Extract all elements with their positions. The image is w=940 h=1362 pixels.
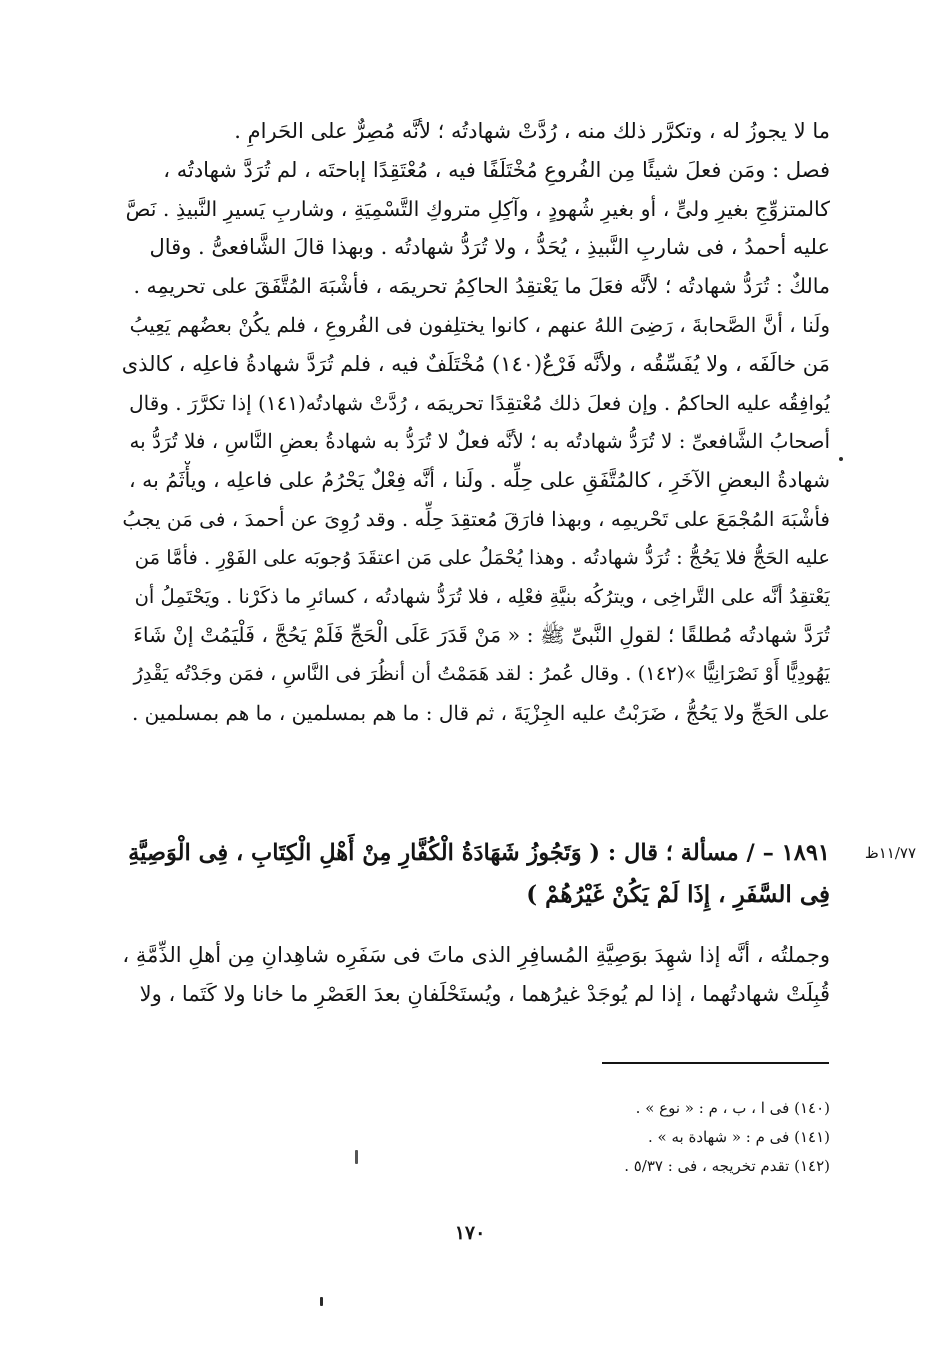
scan-speck (320, 1297, 323, 1306)
second-paragraph (118, 936, 830, 1014)
margin-reference: ١١/٧٧ظ (864, 844, 916, 862)
text-line: شهادةُ البعضِ الآخَرِ ، كالمُتَّفَقِ على حِلِّه . ولَنا ، أنَّه فِعْلٌ يَحْرُمُ على فاعلِه ، ويأْثَمُ به ، (128, 468, 830, 493)
text-line: عليه أحمدُ ، فى شاربِ النَّبيذِ ، يُحَدُّ ، ولا تُرَدُّ شهادتُه . وبهذا قالَ الشَّافعىُّ . وقال (149, 235, 830, 260)
footnote-divider (602, 1062, 829, 1064)
text-line: مالكٌ : تُرَدُّ شهادتُه ؛ لأنَّه فعَلَ ما يَعْتقِدُ الحاكِمُ تحريمَه ، فأشْبَهَ المُتَّفَقَ على تحريمِه . (133, 274, 830, 299)
text-line: قُبِلَتْ شهادتُهما ، إذا لم يُوجَدْ غيرُهما ، ويُستَحْلَفانِ بعدَ العَصْرِ ما خانا ولا كَتَما ، ولا (139, 981, 830, 1006)
text-line: مَن خالَفَه ، ولا يُفَسِّقُه ، ولأنَّه فَرْعٌ(١٤٠) مُخْتَلَفٌ فيه ، فلم تُرَدَّ شهادةُ فاعلِه ، كالذى (121, 351, 830, 376)
footnote: (١٤٢) تقدم تخريجه ، فى : ٥/٣٧ . (624, 1157, 830, 1175)
text-line: تُرَدَّ شهادتُه مُطلقًا ؛ لقولِ النَّبىِّ ﷺ : « مَنْ قَدَرَ عَلَى الْحَجِّ فَلَمْ يَحُجَّ ، فَلْيَمُتْ إنْ شَاءَ (133, 623, 830, 648)
heading-line: فِى السَّفَرِ ، إِذَا لَمْ يَكُنْ غَيْرُهُمْ ) (526, 881, 830, 908)
heading-line: ١٨٩١ – / مسألة ؛ قال : ( وَتَجُوزُ شَهَادَةُ الْكُفَّارِ مِنْ أَهْلِ الْكِتَابِ ، فِى الْوَصِيَّةِ (128, 840, 830, 866)
text-line: فصل : ومَن فعلَ شيئًا مِن الفُروعِ مُخْتَلَفًا فيه ، مُعْتَقِدًا إباحتَه ، لم تُرَدَّ شهادتُه ، (163, 157, 830, 182)
text-line: فأشْبَهَ المُجْمَعَ على تَحْريمِه ، وبهذا فارَقَ مُعتقِدَ حِلِّه . وقد رُوِىَ عن أحمدَ ، فى مَن يجبُ (122, 506, 830, 531)
scan-speck (839, 457, 843, 461)
text-line: أصحابُ الشَّافعىِّ : لا تُرَدُّ شهادتُه به ؛ لأنَّه فعلٌ لا تُرَدُّ به شهادةُ بعضِ النَّاسِ ، فلا تُرَدُّ به (129, 429, 830, 454)
footnotes (420, 1094, 830, 1181)
page-number: ١٧٠ (454, 1222, 486, 1244)
footnote: (١٤٠) فى ا ، ب ، م : « نوع » . (635, 1099, 830, 1117)
footnote: (١٤١) فى م : « شهادة به » . (648, 1128, 830, 1146)
text-line: على الحَجِّ ولا يَحُجُّ ، ضَرَبْتُ عليه الجِزْيَةَ ، ثم قال : ما هم بمسلمين ، ما هم بمسلمين . (131, 700, 830, 725)
text-line: ولَنا ، أنَّ الصَّحابةَ ، رَضِىَ اللهُ عنهم ، كانوا يختلِفون فى الفُروعِ ، فلم يكُنْ بعضُهم يَعِيبُ (129, 312, 830, 337)
text-line: وجملتُه ، أنَّه إذا شهِدَ بوَصِيَّةِ المُسافِرِ الذى ماتَ فى سَفَرِه شاهِدانِ مِن أهلِ الذِّمَّةِ ، (122, 943, 830, 967)
text-line: يَهُودِيًّا أَوْ نَصْرَانِيًّا »(١٤٢) . وقال عُمرُ : لقد هَمَمْتُ أن أنظُرَ فى النَّاسِ ، فمَن وجَدْتُه يَقْدِرُ (133, 662, 830, 686)
text-line: يَعْتقِدُ أنَّه على التَّراخِى ، ويترُكُه بنيَّةِ فعْلِه ، فلا تُرَدُّ شهادتُه ، كسائرِ ما ذكَرْنا . ويَحْتَمِلُ أن (134, 584, 830, 608)
text-line: كالمتزوِّجِ بغيرِ ولىٍّ ، أو بغيرِ شُهودٍ ، وآكِلِ متروكِ التَّسْمِيَةِ ، وشاربِ يَسيرِ النَّبيذِ . نَصَّ (125, 196, 830, 221)
text-line: ما لا يجوزُ له ، وتكرَّر ذلك منه ، رُدَّتْ شهادتُه ؛ لأنَّه مُصِرٌّ على الحَرامِ . (234, 119, 830, 143)
section-heading (118, 832, 830, 916)
main-paragraph (118, 112, 830, 733)
text-line: عليه الحَجُّ فلا يَحُجُّ : تُرَدُّ شهادتُه . وهذا يُحْمَلُ على مَن اعتقَدَ وُجوبَه على الفَوْرِ . فأمَّا مَن (134, 545, 830, 569)
scan-speck (355, 1150, 358, 1164)
text-line: يُوافِقُه عليه الحاكمُ . وإن فعلَ ذلك مُعْتقِدًا تحريمَه ، رُدَّتْ شهادتُه(١٤١) إذا تكرَّرَ . وقال (129, 390, 830, 415)
